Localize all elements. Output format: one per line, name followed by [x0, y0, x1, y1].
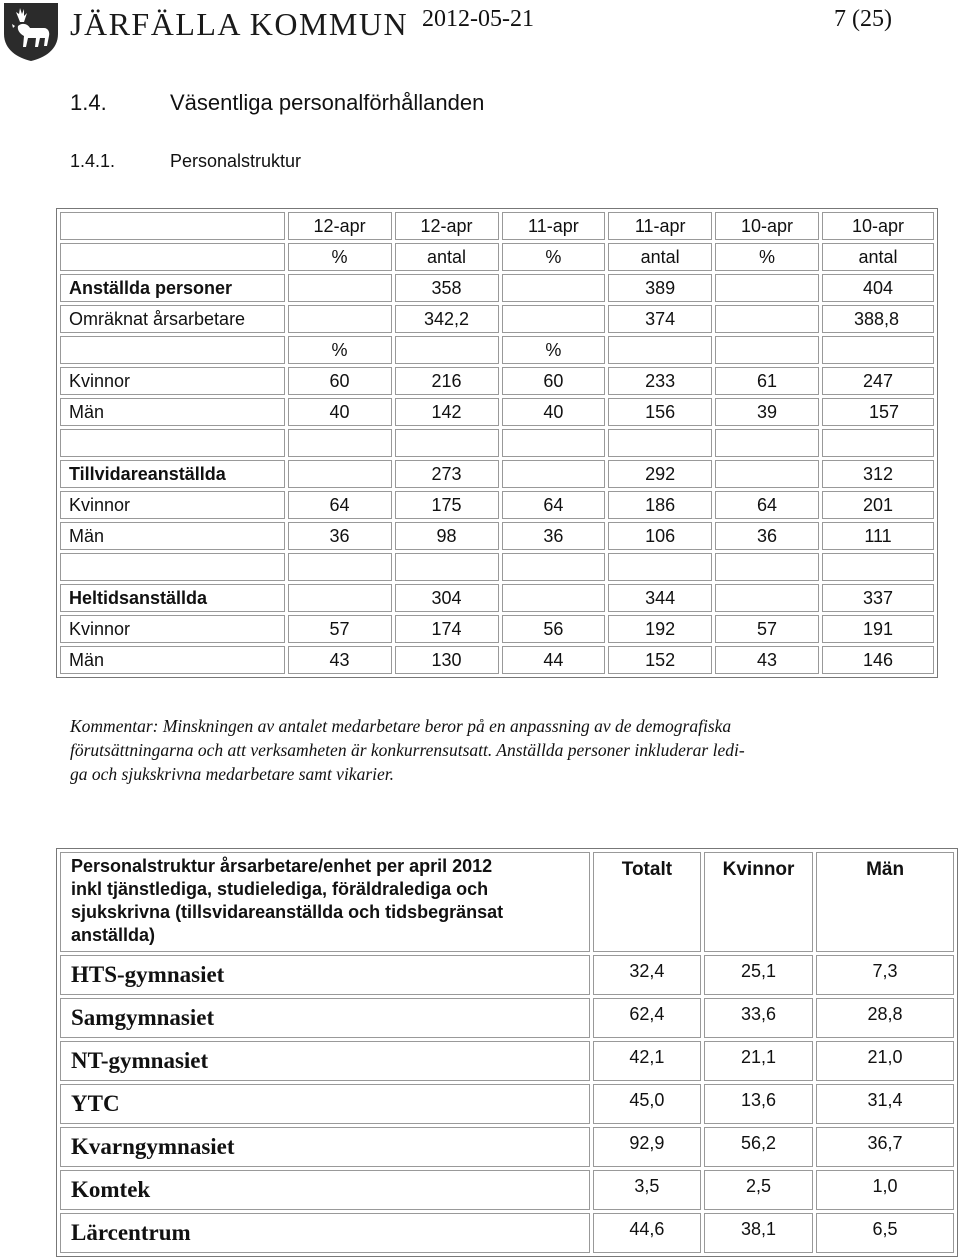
municipality-logo [0, 0, 62, 62]
table-cell: 388,8 [822, 305, 934, 333]
table-cell: 36 [715, 522, 819, 550]
table-cell: 40 [288, 398, 392, 426]
table-cell: 43 [715, 646, 819, 674]
row-label: Tillvidareanställda [60, 460, 285, 488]
table-cell [60, 429, 285, 457]
table-cell: 38,1 [704, 1213, 813, 1253]
table-header-cell: antal [822, 243, 934, 271]
table-cell: 111 [822, 522, 934, 550]
table-cell: 21,0 [816, 1041, 954, 1081]
column-header-man: Män [816, 852, 954, 952]
table-row [60, 305, 934, 333]
row-label: Omräknat årsarbetare [60, 305, 285, 333]
table-cell: 6,5 [816, 1213, 954, 1253]
table-cell: 146 [822, 646, 934, 674]
table-cell [60, 243, 285, 271]
table-cell: 106 [608, 522, 712, 550]
column-header-kvinnor: Kvinnor [704, 852, 813, 952]
table-row [60, 1041, 954, 1081]
row-label: Män [60, 646, 285, 674]
table-row [60, 998, 954, 1038]
row-label: Heltidsanställda [60, 584, 285, 612]
table-header-cell: 12-apr [395, 212, 499, 240]
table-cell: 273 [395, 460, 499, 488]
table-cell: 1,0 [816, 1170, 954, 1210]
table-cell: 40 [502, 398, 606, 426]
table-cell [288, 460, 392, 488]
table-header-cell: 11-apr [502, 212, 606, 240]
table-cell [502, 584, 606, 612]
table-cell [822, 336, 934, 364]
staff-per-unit-table [56, 848, 958, 1257]
table-cell: 13,6 [704, 1084, 813, 1124]
unit-name: Komtek [60, 1170, 590, 1210]
row-label: Kvinnor [60, 491, 285, 519]
table-cell [60, 336, 285, 364]
header-line: sjukskrivna (tillsvidareanställda och tidsbegränsat [71, 902, 504, 922]
table-row [60, 1084, 954, 1124]
unit-name: Kvarngymnasiet [60, 1127, 590, 1167]
table-cell [60, 553, 285, 581]
table-cell [822, 553, 934, 581]
table-cell: 216 [395, 367, 499, 395]
table-cell [502, 553, 606, 581]
subsection-heading [70, 151, 301, 172]
row-label: Män [60, 522, 285, 550]
table-header-cell: % [715, 243, 819, 271]
table-header-row [60, 212, 934, 240]
table-cell: 42,1 [593, 1041, 701, 1081]
table-cell: 191 [822, 615, 934, 643]
table-row [60, 522, 934, 550]
table-row [60, 274, 934, 302]
subsection-title: Personalstruktur [170, 151, 302, 171]
page-number: 7 (25) [834, 6, 892, 32]
deer-crest-icon [0, 0, 62, 62]
table-cell: 404 [822, 274, 934, 302]
table-cell [288, 429, 392, 457]
table-cell: 43 [288, 646, 392, 674]
section-heading [70, 90, 484, 116]
table-header-cell [60, 852, 590, 952]
table-cell: 64 [288, 491, 392, 519]
table-cell [288, 553, 392, 581]
table-cell [715, 553, 819, 581]
table-row [60, 460, 934, 488]
header-line: Personalstruktur årsarbetare/enhet per april 2012 [71, 856, 493, 876]
section-title: Väsentliga personalförhållanden [170, 90, 485, 115]
table-cell [288, 305, 392, 333]
table-cell [288, 274, 392, 302]
table-cell: 3,5 [593, 1170, 701, 1210]
table-cell: 152 [608, 646, 712, 674]
table-cell: 33,6 [704, 998, 813, 1038]
table-cell: 175 [395, 491, 499, 519]
table-cell: 337 [822, 584, 934, 612]
table-cell [715, 460, 819, 488]
table-header-cell: % [288, 243, 392, 271]
table-cell [502, 305, 606, 333]
table-cell [502, 460, 606, 488]
table-cell [502, 274, 606, 302]
table-cell: 56,2 [704, 1127, 813, 1167]
table-row [60, 491, 934, 519]
unit-name: YTC [60, 1084, 590, 1124]
table-cell: % [502, 336, 606, 364]
table-header-cell: % [502, 243, 606, 271]
table-cell [608, 429, 712, 457]
table-row [60, 646, 934, 674]
table-cell: 44 [502, 646, 606, 674]
table-cell: 156 [608, 398, 712, 426]
unit-name: Lärcentrum [60, 1213, 590, 1253]
table-row [60, 1213, 954, 1253]
table-cell: 344 [608, 584, 712, 612]
table-cell: 36,7 [816, 1127, 954, 1167]
table-cell [608, 336, 712, 364]
table-cell: 157 [822, 398, 934, 426]
comment-paragraph [70, 714, 920, 786]
table-cell [715, 274, 819, 302]
header-line: anställda) [71, 925, 156, 945]
table-cell [60, 212, 285, 240]
table-cell: 92,9 [593, 1127, 701, 1167]
table-cell: 36 [288, 522, 392, 550]
comment-line: förutsättningarna och att verksamheten är konkurrensutsatt. Anställda personer inkluderar ledi- [70, 740, 745, 760]
table-cell [395, 429, 499, 457]
table-cell: 39 [715, 398, 819, 426]
table-header-cell: 11-apr [608, 212, 712, 240]
table-cell: 130 [395, 646, 499, 674]
table-cell [608, 553, 712, 581]
table-row [60, 336, 934, 364]
table-header-cell: 10-apr [822, 212, 934, 240]
table-cell [395, 553, 499, 581]
table-cell: 60 [502, 367, 606, 395]
row-label: Kvinnor [60, 615, 285, 643]
table-cell: 304 [395, 584, 499, 612]
table-cell: 247 [822, 367, 934, 395]
brand-name: JÄRFÄLLA KOMMUN [70, 6, 409, 42]
table-cell: 142 [395, 398, 499, 426]
table-row [60, 367, 934, 395]
table-header-row [60, 852, 954, 952]
table-cell: 45,0 [593, 1084, 701, 1124]
table-cell: 36 [502, 522, 606, 550]
table-cell [715, 336, 819, 364]
table-cell: 57 [715, 615, 819, 643]
table-row [60, 1127, 954, 1167]
row-label: Män [60, 398, 285, 426]
document-date: 2012-05-21 [422, 6, 534, 32]
table-cell: 374 [608, 305, 712, 333]
unit-name: NT-gymnasiet [60, 1041, 590, 1081]
subsection-number: 1.4.1. [70, 151, 116, 171]
table-header-cell: 12-apr [288, 212, 392, 240]
table-cell [288, 584, 392, 612]
table-cell: 31,4 [816, 1084, 954, 1124]
table-header-cell: 10-apr [715, 212, 819, 240]
table-row [60, 429, 934, 457]
table-cell: 201 [822, 491, 934, 519]
table-cell: 174 [395, 615, 499, 643]
table-cell: 192 [608, 615, 712, 643]
table-header-cell: antal [395, 243, 499, 271]
table-cell: 342,2 [395, 305, 499, 333]
table-cell: % [288, 336, 392, 364]
table-cell: 28,8 [816, 998, 954, 1038]
table-header-cell: antal [608, 243, 712, 271]
header-line: inkl tjänstlediga, studielediga, föräldralediga och [71, 879, 489, 899]
table-cell: 7,3 [816, 955, 954, 995]
table-row [60, 615, 934, 643]
table-cell: 61 [715, 367, 819, 395]
table-row [60, 1170, 954, 1210]
table-cell: 389 [608, 274, 712, 302]
table-cell: 358 [395, 274, 499, 302]
table-cell: 2,5 [704, 1170, 813, 1210]
table-cell [822, 429, 934, 457]
table-cell [715, 584, 819, 612]
table-cell: 186 [608, 491, 712, 519]
unit-name: HTS-gymnasiet [60, 955, 590, 995]
table-cell: 64 [715, 491, 819, 519]
table-row [60, 955, 954, 995]
table-cell: 60 [288, 367, 392, 395]
column-header-totalt: Totalt [593, 852, 701, 952]
row-label: Anställda personer [60, 274, 285, 302]
table-cell: 56 [502, 615, 606, 643]
table-cell: 21,1 [704, 1041, 813, 1081]
table-cell [715, 305, 819, 333]
table-cell: 32,4 [593, 955, 701, 995]
comment-line: ga och sjukskrivna medarbetare samt vikarier. [70, 764, 395, 784]
table-cell [715, 429, 819, 457]
table-cell: 98 [395, 522, 499, 550]
table-cell: 312 [822, 460, 934, 488]
table-row [60, 398, 934, 426]
table-cell: 233 [608, 367, 712, 395]
unit-name: Samgymnasiet [60, 998, 590, 1038]
table-cell [395, 336, 499, 364]
comment-line: Kommentar: Minskningen av antalet medarbetare beror på en anpassning av de demografiska [70, 716, 732, 736]
table-header-row [60, 243, 934, 271]
table-cell: 44,6 [593, 1213, 701, 1253]
table-cell: 292 [608, 460, 712, 488]
table-cell: 57 [288, 615, 392, 643]
table-cell: 25,1 [704, 955, 813, 995]
table-row [60, 584, 934, 612]
personnel-structure-table [56, 208, 938, 678]
table-cell: 62,4 [593, 998, 701, 1038]
table-cell: 64 [502, 491, 606, 519]
section-number: 1.4. [70, 90, 107, 115]
row-label: Kvinnor [60, 367, 285, 395]
table-row [60, 553, 934, 581]
table-cell [502, 429, 606, 457]
